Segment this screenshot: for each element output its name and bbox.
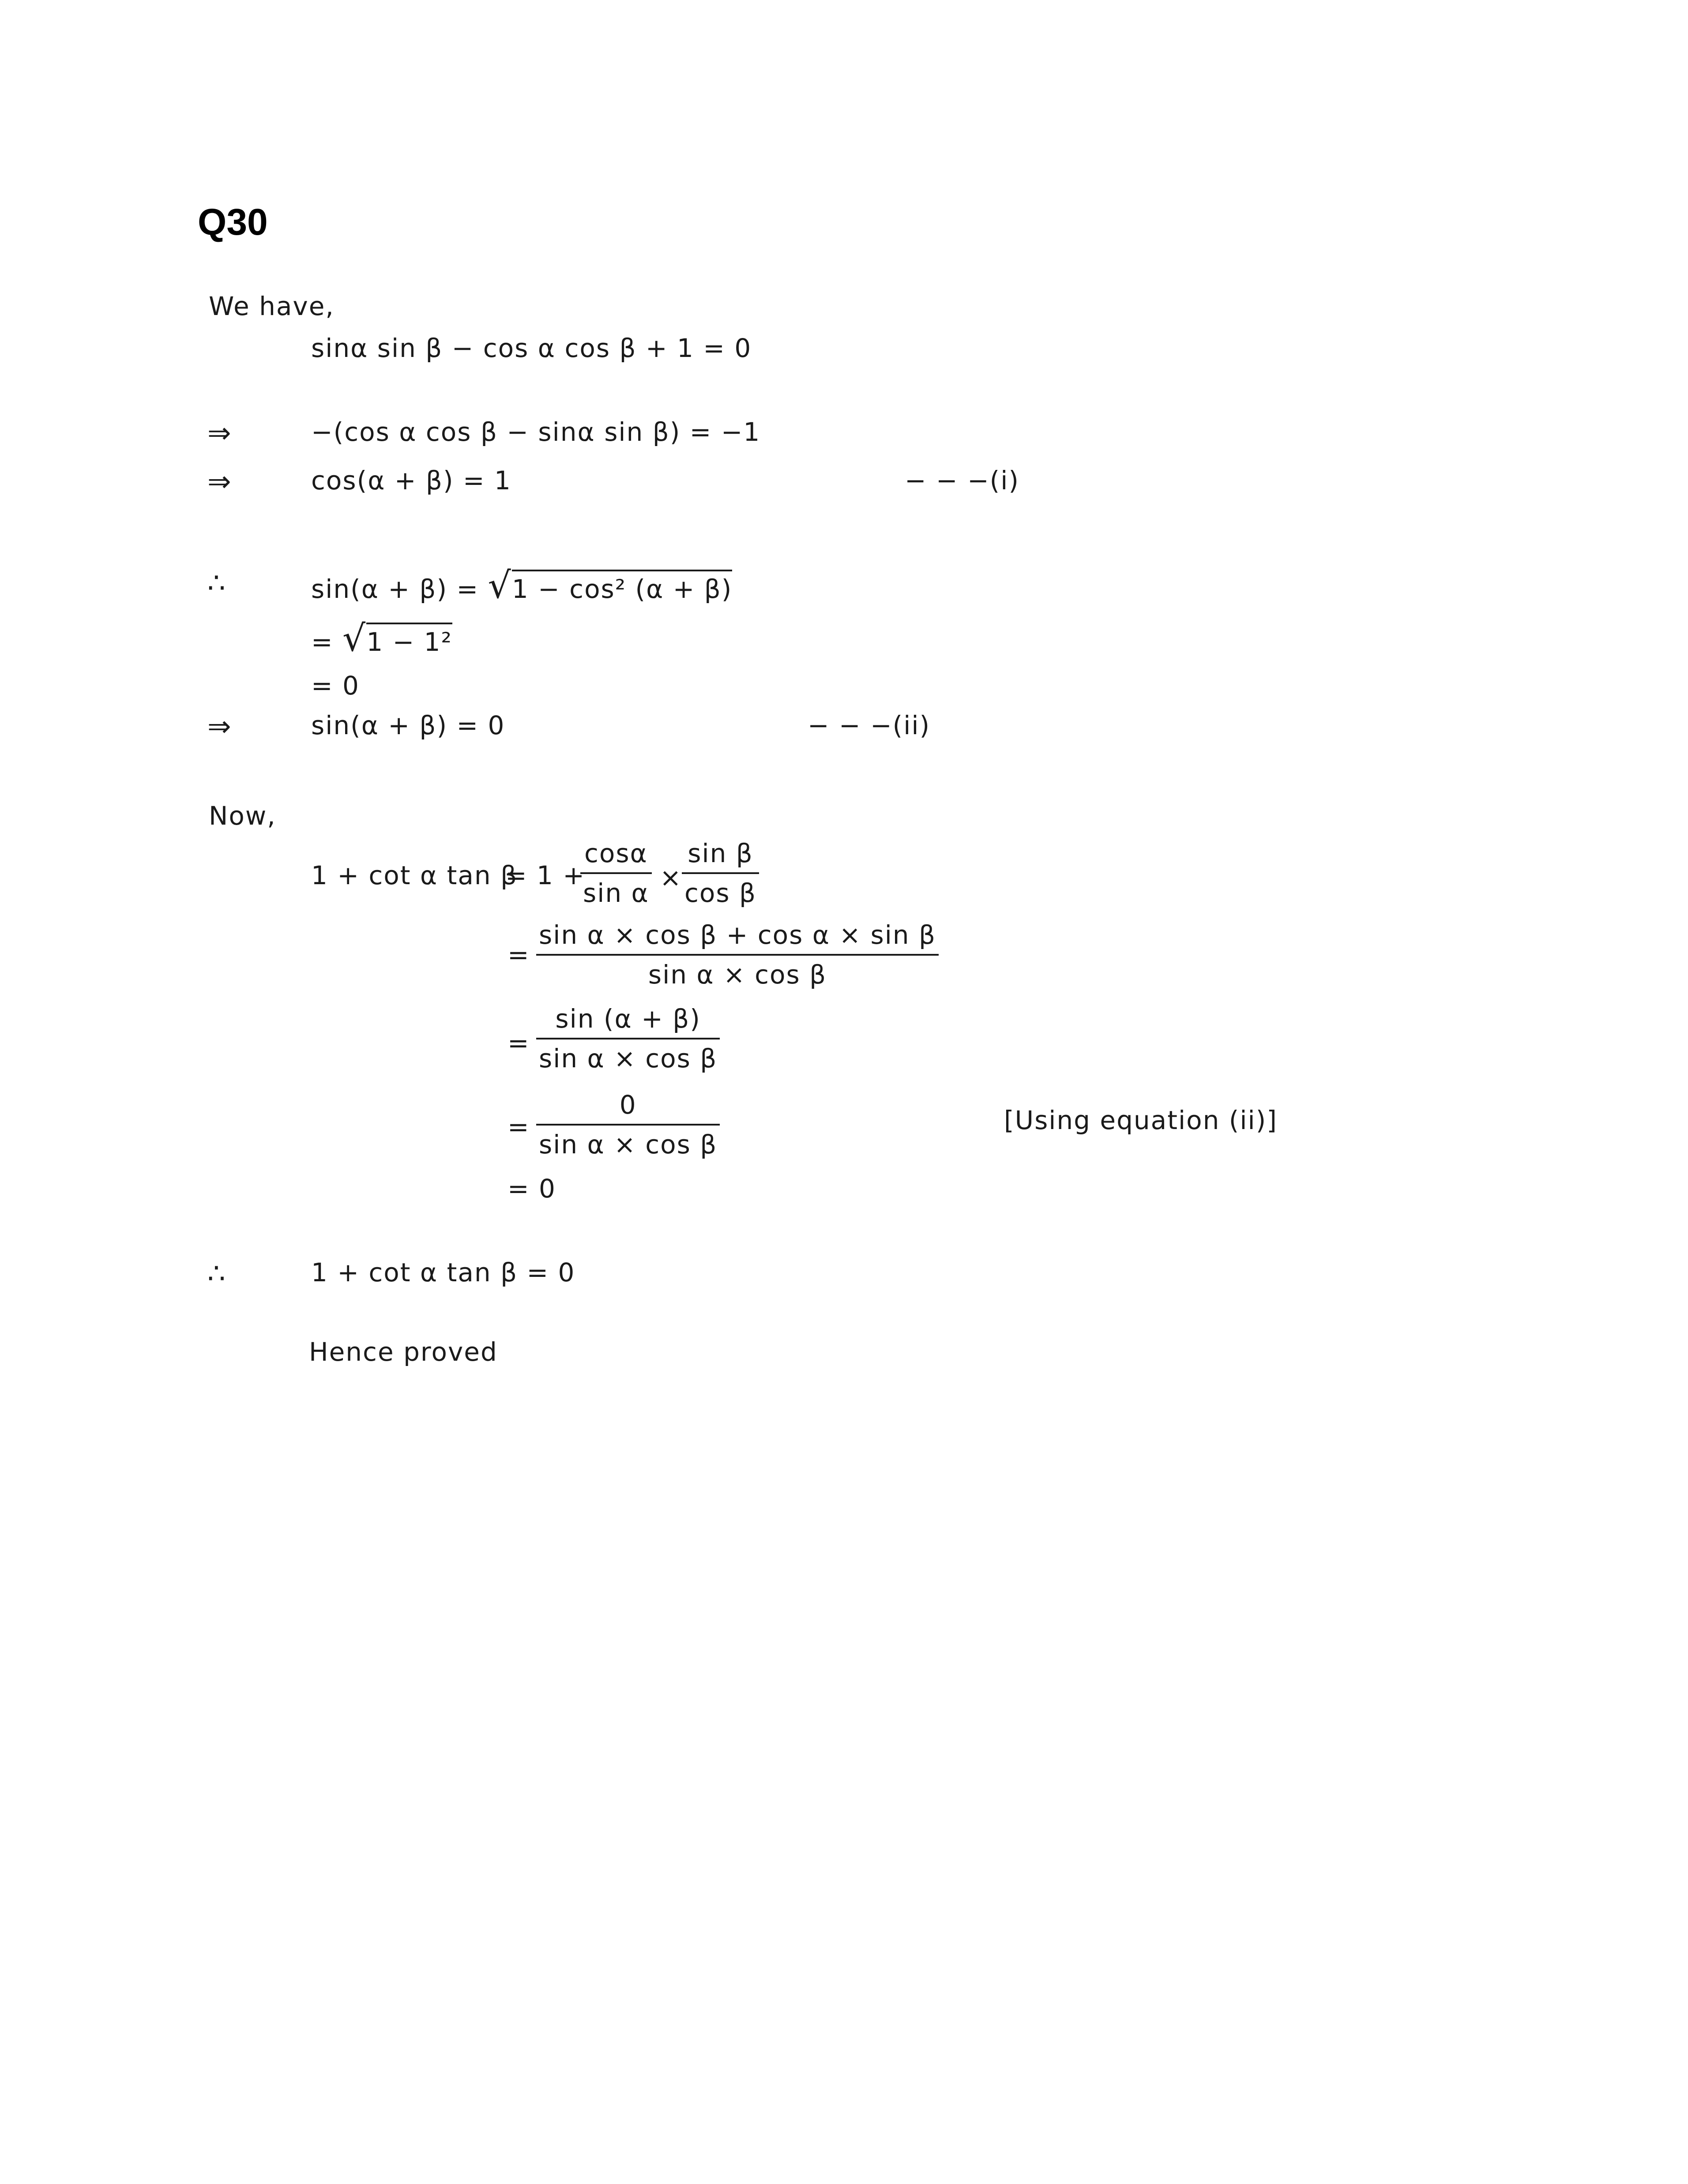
step-root-value [311,618,452,660]
equation-tag-ii: − − −(ii) [808,710,931,740]
sin-sum-lhs: sin(α + β) = [311,574,488,604]
question-number: Q30 [198,201,268,243]
fraction-sin-sum [536,1006,720,1071]
fraction-numerator: cosα [584,838,648,868]
using-equation-note: [Using equation (ii)] [1004,1105,1278,1135]
hence-proved-text: Hence proved [309,1337,498,1367]
step1-equals: = 1 + [505,860,585,890]
fraction-bar [536,1038,720,1039]
given-equation: sinα sin β − cos α cos β + 1 = 0 [311,333,752,363]
fraction-bar [580,872,652,874]
fraction-denominator: sin α × cos β [539,1043,718,1073]
equation-tag-i: − − −(i) [905,465,1020,495]
fraction-denominator: sin α × cos β [648,960,827,990]
equals-sign: = [311,627,343,657]
sqrt-radicand: 1 − 1² [366,623,452,657]
step-sin-sum-root [311,565,732,607]
times-symbol: × [660,863,682,893]
fraction-numerator: sin α × cos β + cos α × sin β [539,920,936,950]
fraction-denominator: sin α × cos β [539,1130,718,1160]
step-zero: = 0 [311,671,360,701]
expression-lhs: 1 + cot α tan β [311,860,518,890]
step-final-zero: = 0 [508,1174,556,1204]
implies-symbol: ⇒ [207,710,231,743]
step-cos-sum: cos(α + β) = 1 [311,465,511,495]
now-text: Now, [209,801,276,831]
therefore-symbol: ∴ [207,1257,226,1290]
fraction-zero [536,1090,720,1160]
sqrt-radicand: 1 − cos² (α + β) [512,570,733,604]
conclusion-equation: 1 + cot α tan β = 0 [311,1257,575,1287]
intro-text: We have, [209,291,335,321]
equals-sign: = [508,1112,530,1142]
therefore-symbol: ∴ [207,567,226,600]
fraction-numerator: sin (α + β) [555,1004,701,1034]
fraction-bar [536,954,939,956]
step-sin-sum-zero: sin(α + β) = 0 [311,710,505,740]
sqrt-symbol: √ [488,565,512,607]
implies-symbol: ⇒ [207,417,231,450]
implies-symbol: ⇒ [207,465,231,498]
fraction-denominator: sin α [583,878,649,908]
fraction-numerator: sin β [688,838,753,868]
fraction-combined [536,920,939,990]
equals-sign: = [508,1028,530,1058]
sqrt-symbol: √ [342,618,367,660]
fraction-denominator: cos β [684,878,757,908]
fraction-numerator: 0 [619,1090,637,1120]
fraction-cot [580,838,652,908]
equals-sign: = [508,940,530,970]
step-negated-equation: −(cos α cos β − sinα sin β) = −1 [311,417,761,447]
fraction-bar [536,1124,720,1126]
fraction-bar [682,872,759,874]
fraction-tan [682,838,759,908]
